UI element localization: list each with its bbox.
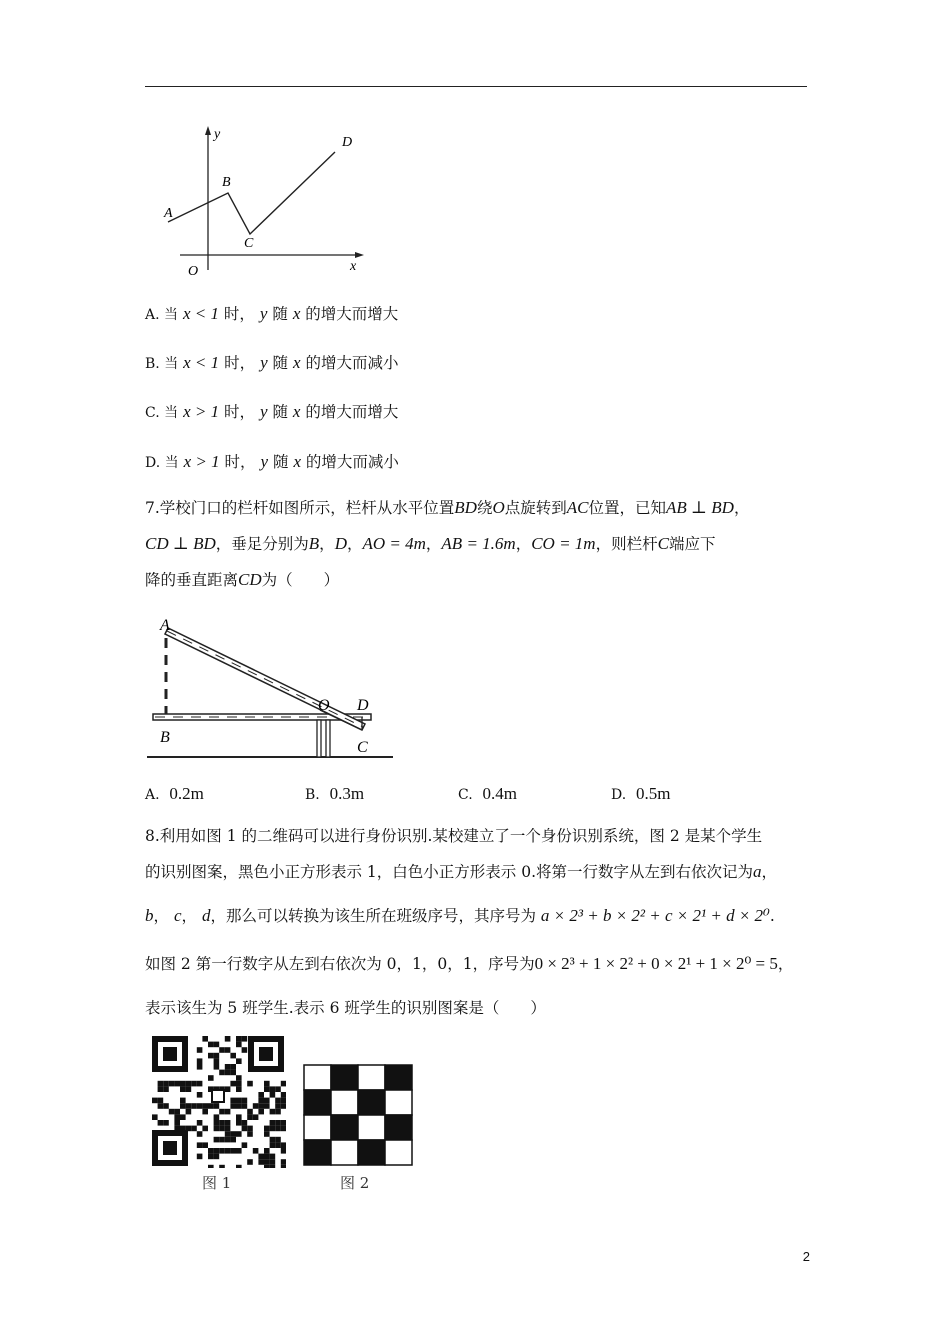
option-7b: B. 0.3m — [305, 784, 365, 803]
qr-module — [202, 1142, 208, 1148]
point-d-label: D — [342, 135, 353, 150]
qr-module — [281, 1159, 286, 1165]
qr-module — [191, 1081, 197, 1087]
qr-module — [169, 1081, 175, 1087]
qr-module — [264, 1148, 270, 1154]
qr-module — [275, 1086, 281, 1092]
qr-module — [180, 1081, 186, 1087]
grid-cells — [304, 1065, 412, 1165]
qr-module — [208, 1075, 214, 1081]
qr-module — [214, 1064, 220, 1070]
qr-module — [236, 1081, 242, 1087]
qr-module — [270, 1142, 276, 1148]
grid-cell — [358, 1090, 385, 1115]
q7-line-1: 7.学校门口的栏杆如图所示，栏杆从水平位置BD绕O点旋转到AC位置，已知AB ⊥ BD， — [145, 498, 750, 517]
qr-module — [208, 1103, 214, 1109]
qr-module — [270, 1086, 276, 1092]
qr-module — [214, 1053, 220, 1059]
qr-module — [230, 1070, 236, 1076]
q8-line-2: 的识别图案，黑色小正方形表示 1，白色小正方形表示 0.将第一行数字从左到右依次记为a， — [145, 862, 778, 881]
qr-module — [169, 1109, 175, 1115]
barrier-figure — [145, 612, 400, 767]
qr-module — [225, 1137, 231, 1143]
qr-module — [236, 1058, 242, 1064]
qr-module — [197, 1120, 203, 1126]
qr-module — [208, 1148, 214, 1154]
qr-module — [230, 1081, 236, 1087]
grid-cell — [331, 1090, 358, 1115]
qr-module — [202, 1109, 208, 1115]
qr-module — [174, 1109, 180, 1115]
option-7c: C. 0.4m — [458, 784, 518, 803]
qr-module — [152, 1114, 158, 1120]
grid-cell — [358, 1140, 385, 1165]
post-right — [326, 720, 330, 757]
qr-module — [219, 1165, 225, 1168]
qr-module — [275, 1103, 281, 1109]
function-graph — [160, 120, 375, 280]
qr-module — [247, 1114, 253, 1120]
qr-module — [197, 1047, 203, 1053]
qr-module — [208, 1053, 214, 1059]
qr-module — [214, 1042, 220, 1048]
qr-module — [225, 1148, 231, 1154]
fig7-label-o: O — [318, 697, 330, 714]
recognition-grid — [302, 1063, 414, 1167]
qr-module — [202, 1103, 208, 1109]
grid-cell — [331, 1065, 358, 1090]
qr-module — [163, 1081, 169, 1087]
qr-module — [242, 1103, 248, 1109]
qr-module — [242, 1036, 248, 1042]
qr-module — [236, 1075, 242, 1081]
qr-module — [264, 1159, 270, 1165]
qr-module — [230, 1131, 236, 1137]
qr-module — [270, 1137, 276, 1143]
qr-module — [214, 1114, 220, 1120]
grid-cell — [385, 1115, 412, 1140]
fig7-label-a: A — [160, 617, 170, 634]
qr-module — [275, 1109, 281, 1115]
qr-module — [180, 1103, 186, 1109]
qr-module — [258, 1092, 264, 1098]
grid-cell — [358, 1065, 385, 1090]
qr-module — [275, 1120, 281, 1126]
qr-module — [242, 1047, 248, 1053]
qr-module — [158, 1098, 164, 1104]
qr-module — [197, 1058, 203, 1064]
qr-module — [225, 1064, 231, 1070]
y-axis-arrow — [205, 126, 211, 135]
qr-module — [219, 1148, 225, 1154]
qr-module — [281, 1126, 286, 1132]
qr-module — [158, 1103, 164, 1109]
qr-module — [270, 1126, 276, 1132]
qr-module — [258, 1154, 264, 1160]
qr-module — [247, 1081, 253, 1087]
qr-module — [214, 1137, 220, 1143]
qr-module — [275, 1142, 281, 1148]
qr-module — [270, 1165, 276, 1168]
post-left — [317, 720, 321, 757]
qr-module — [230, 1137, 236, 1143]
qr-module — [242, 1126, 248, 1132]
qr-module — [281, 1148, 286, 1154]
qr-module — [197, 1154, 203, 1160]
grid-cell — [304, 1140, 331, 1165]
qr-module — [247, 1159, 253, 1165]
qr-module — [225, 1126, 231, 1132]
qr-module — [236, 1165, 242, 1168]
qr-module — [219, 1137, 225, 1143]
q8-line-1: 8.利用如图 1 的二维码可以进行身份识别.某校建立了一个身份识别系统，图 2 是某个学生 — [145, 827, 763, 845]
qr-module — [158, 1081, 164, 1087]
qr-module — [275, 1137, 281, 1143]
qr-module — [214, 1154, 220, 1160]
qr-module — [186, 1126, 192, 1132]
qr-module — [281, 1165, 286, 1168]
fig7-label-c: C — [357, 739, 368, 756]
qr-module — [174, 1126, 180, 1132]
qr-module — [214, 1103, 220, 1109]
option-6d: D. 当 x > 1 时， y 随 x 的增大而减小 — [145, 452, 399, 471]
qr-module — [242, 1142, 248, 1148]
qr-module — [236, 1098, 242, 1104]
qr-module — [281, 1120, 286, 1126]
qr-module — [174, 1114, 180, 1120]
q8-line-3: b， c， d，那么可以转换为该生所在班级序号，其序号为 a × 2³ + b × 2² + c × 2¹ + d × 2⁰. — [145, 906, 775, 925]
qr-module — [186, 1109, 192, 1115]
qr-module — [242, 1120, 248, 1126]
qr-module — [225, 1070, 231, 1076]
qr-module — [281, 1098, 286, 1104]
qr-module — [174, 1081, 180, 1087]
qr-module — [275, 1126, 281, 1132]
option-6c: C. 当 x > 1 时， y 随 x 的增大而增大 — [145, 402, 399, 421]
qr-module — [219, 1109, 225, 1115]
qr-module — [230, 1103, 236, 1109]
qr-module — [258, 1109, 264, 1115]
qr-module — [225, 1086, 231, 1092]
qr-module — [258, 1103, 264, 1109]
grid-cell — [385, 1065, 412, 1090]
qr-module — [270, 1109, 276, 1115]
option-6a: A. 当 x < 1 时， y 随 x 的增大而增大 — [145, 304, 399, 323]
grid-cell — [304, 1090, 331, 1115]
qr-module — [247, 1126, 253, 1132]
grid-cell — [385, 1140, 412, 1165]
qr-module — [163, 1086, 169, 1092]
qr-module — [236, 1042, 242, 1048]
grid-cell — [385, 1090, 412, 1115]
qr-module — [264, 1131, 270, 1137]
qr-module — [264, 1086, 270, 1092]
qr-module — [197, 1092, 203, 1098]
q7-line-2: CD ⊥ BD，垂足分别为B，D，AO = 4m，AB = 1.6m，CO = 1m，则栏杆C端应下 — [145, 534, 716, 553]
qr-module — [264, 1165, 270, 1168]
qr-module — [264, 1081, 270, 1087]
qr-module — [264, 1103, 270, 1109]
qr-module — [225, 1036, 231, 1042]
qr-module — [214, 1148, 220, 1154]
qr-module — [275, 1098, 281, 1104]
qr-module — [236, 1120, 242, 1126]
x-axis-arrow — [355, 252, 364, 258]
qr-module — [219, 1120, 225, 1126]
x-axis-label: x — [350, 259, 357, 274]
qr-module — [253, 1114, 259, 1120]
qr-module — [247, 1131, 253, 1137]
grid-cell — [331, 1140, 358, 1165]
qr-module — [202, 1126, 208, 1132]
q7-line-3: 降的垂直距离CD为（ ） — [145, 570, 340, 589]
q8-line-4: 如图 2 第一行数字从左到右依次为 0，1，0，1，序号为0 × 2³ + 1 × 2² + 0 × 2¹ + 1 × 2⁰ = 5， — [145, 954, 794, 973]
qr-module — [225, 1131, 231, 1137]
qr-module — [180, 1126, 186, 1132]
qr-module — [158, 1086, 164, 1092]
qr-module — [197, 1131, 203, 1137]
qr-module — [197, 1103, 203, 1109]
qr-module — [258, 1098, 264, 1104]
qr-module — [258, 1159, 264, 1165]
figure-1-caption: 图 1 — [202, 1174, 232, 1192]
qr-module — [163, 1120, 169, 1126]
qr-module — [264, 1098, 270, 1104]
qr-module — [208, 1154, 214, 1160]
option-7a: A. 0.2m — [145, 784, 204, 803]
qr-module — [197, 1142, 203, 1148]
qr-module — [163, 1103, 169, 1109]
qr-module — [225, 1047, 231, 1053]
header-rule — [145, 86, 807, 87]
qr-module — [152, 1098, 158, 1104]
qr-module — [208, 1165, 214, 1168]
qr-module — [219, 1047, 225, 1053]
qr-code-image — [150, 1034, 286, 1168]
qr-module — [236, 1148, 242, 1154]
qr-module — [253, 1148, 259, 1154]
qr-module — [230, 1064, 236, 1070]
grid-cell — [358, 1115, 385, 1140]
qr-module — [270, 1154, 276, 1160]
graph-line — [168, 152, 335, 234]
qr-module — [214, 1058, 220, 1064]
qr-module — [264, 1154, 270, 1160]
qr-module — [270, 1092, 276, 1098]
qr-module — [281, 1103, 286, 1109]
qr-module — [225, 1109, 231, 1115]
qr-module — [191, 1126, 197, 1132]
qr-module — [158, 1120, 164, 1126]
qr-module — [230, 1148, 236, 1154]
qr-module — [174, 1120, 180, 1126]
grid-cell — [331, 1115, 358, 1140]
qr-module — [242, 1098, 248, 1104]
qr-module — [253, 1103, 259, 1109]
qr-module — [208, 1042, 214, 1048]
qr-module — [191, 1103, 197, 1109]
qr-module — [281, 1081, 286, 1087]
qr-module — [236, 1036, 242, 1042]
qr-module — [247, 1109, 253, 1115]
qr-module — [236, 1086, 242, 1092]
qr-module — [230, 1053, 236, 1059]
q8-line-5: 表示该生为 5 班学生.表示 6 班学生的识别图案是（ ） — [145, 999, 546, 1017]
point-a-label: A — [164, 206, 173, 221]
qr-module — [186, 1103, 192, 1109]
qr-module — [270, 1120, 276, 1126]
qr-module — [214, 1126, 220, 1132]
option-6b: B. 当 x < 1 时， y 随 x 的增大而减小 — [145, 353, 399, 372]
figure-2-caption: 图 2 — [340, 1174, 370, 1192]
qr-module — [197, 1081, 203, 1087]
origin-label: O — [188, 264, 199, 279]
qr-module — [197, 1064, 203, 1070]
qr-module — [219, 1070, 225, 1076]
qr-module — [281, 1092, 286, 1098]
point-c-label: C — [244, 236, 254, 251]
grid-cell — [304, 1065, 331, 1090]
qr-module — [225, 1120, 231, 1126]
fig7-label-d: D — [357, 697, 369, 714]
page-number: 2 — [802, 1249, 810, 1264]
point-b-label: B — [222, 175, 231, 190]
qr-module — [270, 1159, 276, 1165]
qr-module — [186, 1081, 192, 1087]
qr-module — [236, 1103, 242, 1109]
y-axis-label: y — [214, 127, 221, 142]
option-7d: D. 0.5m — [611, 784, 671, 803]
qr-module — [236, 1114, 242, 1120]
qr-module — [180, 1114, 186, 1120]
fig7-label-b: B — [160, 729, 170, 746]
qr-module — [202, 1036, 208, 1042]
qr-module — [281, 1142, 286, 1148]
qr-module — [180, 1098, 186, 1104]
grid-cell — [304, 1115, 331, 1140]
qr-module — [180, 1086, 186, 1092]
qr-module — [236, 1131, 242, 1137]
qr-module — [214, 1120, 220, 1126]
qr-module — [186, 1086, 192, 1092]
qr-module — [264, 1126, 270, 1132]
qr-module — [230, 1098, 236, 1104]
qr-module — [219, 1126, 225, 1132]
